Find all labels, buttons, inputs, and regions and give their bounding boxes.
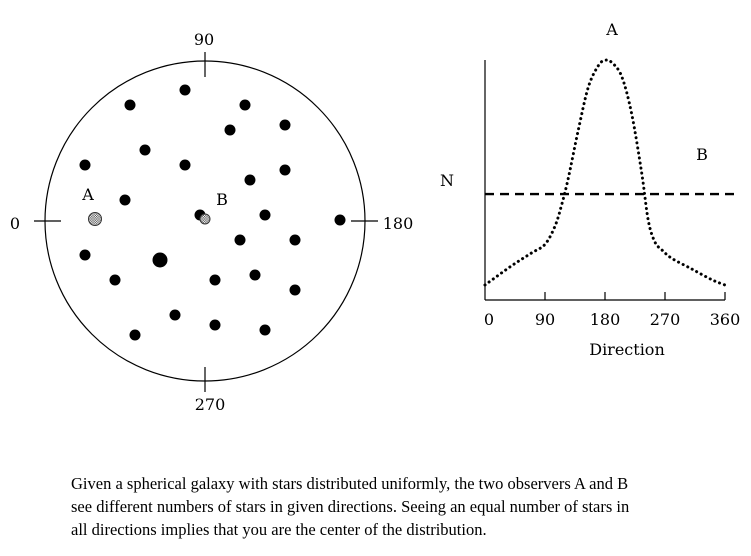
series-layer	[485, 20, 737, 285]
x-ticks	[484, 292, 740, 329]
star	[290, 235, 301, 246]
star	[280, 120, 291, 131]
star	[120, 195, 131, 206]
star	[245, 175, 256, 186]
series-label-b: B	[696, 145, 708, 164]
star	[170, 310, 181, 321]
galaxy-diagram	[10, 30, 413, 414]
direction-chart	[440, 20, 740, 359]
star	[80, 160, 91, 171]
star	[130, 330, 141, 341]
x-axis-label: Direction	[589, 340, 665, 359]
star	[250, 270, 261, 281]
x-tick-label: 90	[534, 310, 556, 329]
star	[110, 275, 121, 286]
star	[280, 165, 291, 176]
star	[180, 160, 191, 171]
star	[260, 325, 271, 336]
x-tick-label: 180	[589, 310, 621, 329]
star-large	[153, 253, 168, 268]
angle-label-270: 270	[194, 395, 226, 414]
star	[210, 275, 221, 286]
angle-label-180: 180	[382, 214, 414, 233]
angle-label-90: 90	[193, 30, 215, 49]
star	[260, 210, 271, 221]
observer-b-marker	[200, 214, 210, 224]
caption-line-2: see different numbers of stars in given directions. Seeing an equal number of stars in	[71, 497, 630, 516]
star	[290, 285, 301, 296]
star	[335, 215, 346, 226]
series-label-a: A	[606, 20, 618, 39]
x-tick-label: 0	[483, 310, 495, 329]
series-b	[485, 145, 737, 194]
observer-b-label: B	[216, 190, 228, 209]
star	[225, 125, 236, 136]
series-line-a	[485, 60, 725, 285]
star	[240, 100, 251, 111]
star	[140, 145, 151, 156]
star	[125, 100, 136, 111]
star	[180, 85, 191, 96]
observer-a-label: A	[82, 185, 94, 204]
x-tick-label: 360	[709, 310, 741, 329]
series-a	[485, 20, 725, 285]
stars	[80, 85, 346, 341]
angle-label-0: 0	[9, 214, 21, 233]
caption	[71, 472, 743, 541]
caption-line-3: all directions implies that you are the center of the distribution.	[71, 520, 487, 539]
x-tick-label: 270	[649, 310, 681, 329]
star	[210, 320, 221, 331]
star	[235, 235, 246, 246]
observer-a-marker	[89, 213, 102, 226]
y-axis-label: N	[440, 171, 454, 190]
star	[80, 250, 91, 261]
caption-line-1: Given a spherical galaxy with stars distributed uniformly, the two observers A and B	[71, 474, 629, 493]
